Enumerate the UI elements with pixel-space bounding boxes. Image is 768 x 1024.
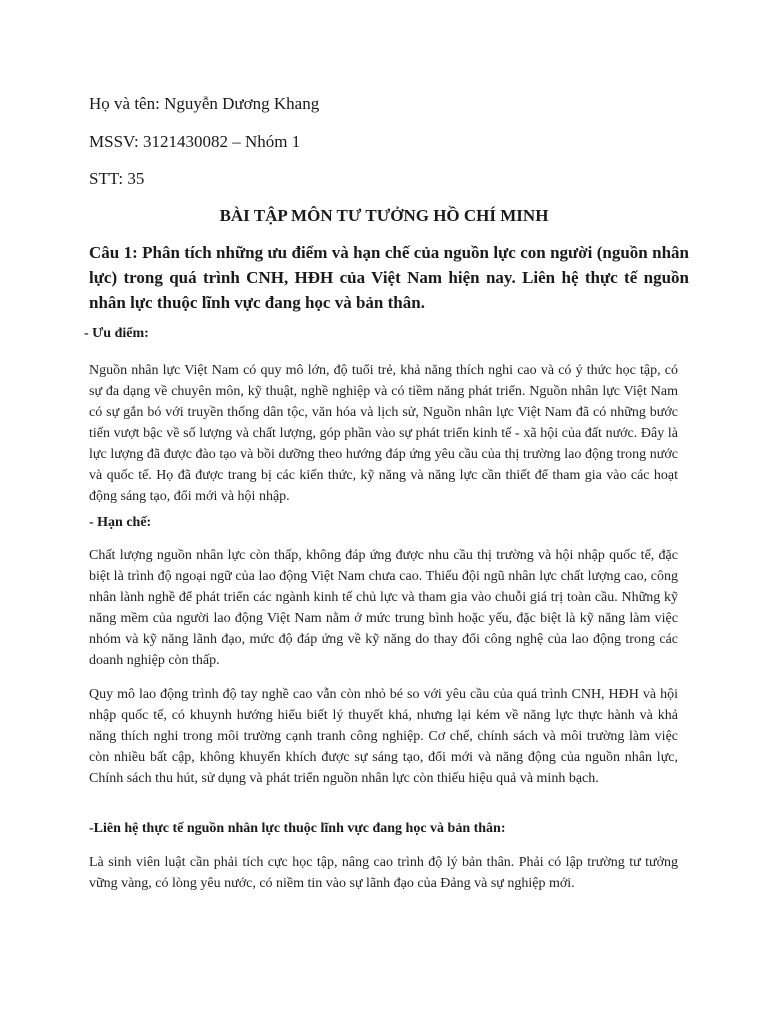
limitations-heading: - Hạn chế: — [89, 515, 152, 530]
practice-heading: -Liên hệ thực tế nguồn nhân lực thuộc lĩnh vực đang học và bản thân: — [89, 821, 506, 836]
limitations-paragraph-2: Quy mô lao động trình độ tay nghề cao vẫn còn nhỏ bé so với yêu cầu của quá trình CNH, HĐH và hội nhập quốc tế, có khuynh hướng hiểu biết lý thuyết khá, nhưng lại kém về năng lực thực hành và khả năng thích nghi trong môi trường cạnh tranh công nghiệp. Cơ chế, chính sách và môi trường làm việc còn nhiều bất cập, không khuyến khích được sự sáng tạo, đổi mới và năng động của nguồn nhân lực, Chính sách thu hút, sử dụng và phát triển nguồn nhân lực còn thiếu hiệu quả và minh bạch. — [89, 687, 678, 786]
limitations-paragraph-1: Chất lượng nguồn nhân lực còn thấp, không đáp ứng được nhu cầu thị trường và hội nhập quốc tế, đặc biệt là trình độ ngoại ngữ của lao động Việt Nam chưa cao. Thiếu đội ngũ nhân lực chất lượng cao, công nhân lành nghề để phát triển các ngành kinh tế chủ lực và tham gia vào chuỗi giá trị toàn cầu. Những kỹ năng mềm của người lao động Việt Nam nằm ở mức trung bình hoặc yếu, đặc biệt là kỹ năng làm việc nhóm và kỹ năng lãnh đạo, mức độ đáp ứng về kỹ năng do thay đổi công nghệ của lao động trong các doanh nghiệp còn thấp. — [89, 548, 678, 668]
student-number-line: STT: 35 — [89, 169, 145, 188]
student-id-line: MSSV: 3121430082 – Nhóm 1 — [89, 132, 301, 151]
advantages-paragraph: Nguồn nhân lực Việt Nam có quy mô lớn, độ tuổi trẻ, khả năng thích nghi cao và có ý thức học tập, có sự đa dạng về chuyên môn, kỹ thuật, nghề nghiệp và có tiềm năng phát triển. Nguồn nhân lực Việt Nam có sự gắn bó với truyền thống dân tộc, văn hóa và lịch sử, Nguồn nhân lực Việt Nam đã có những bước tiến vượt bậc về số lượng và chất lượng, góp phần vào sự phát triển kinh tế - xã hội của đất nước. Đây là lực lượng đã được đào tạo và bồi dưỡng theo hướng đáp ứng yêu cầu của thị trường lao động trong nước và quốc tế. Họ đã được trang bị các kiến thức, kỹ năng và năng lực cần thiết để tham gia vào các hoạt động sáng tạo, đổi mới và hội nhập. — [89, 363, 678, 504]
question-heading: Câu 1: Phân tích những ưu điểm và hạn chế của nguồn lực con người (nguồn nhân lực) trong quá trình CNH, HĐH của Việt Nam hiện nay. Liên hệ thực tế nguồn nhân lực thuộc lĩnh vực đang học và bản thân. — [89, 243, 689, 312]
advantages-heading: - Ưu điểm: — [84, 326, 149, 341]
practice-paragraph: Là sinh viên luật cần phải tích cực học tập, nâng cao trình độ lý bản thân. Phải có lập trường tư tưởng vững vàng, có lòng yêu nước, có niềm tin vào sự lãnh đạo của Đảng và sự nghiệp mới. — [89, 855, 678, 891]
document-title: BÀI TẬP MÔN TƯ TƯỞNG HỒ CHÍ MINH — [219, 206, 549, 225]
student-name-line: Họ và tên: Nguyễn Dương Khang — [89, 94, 320, 113]
